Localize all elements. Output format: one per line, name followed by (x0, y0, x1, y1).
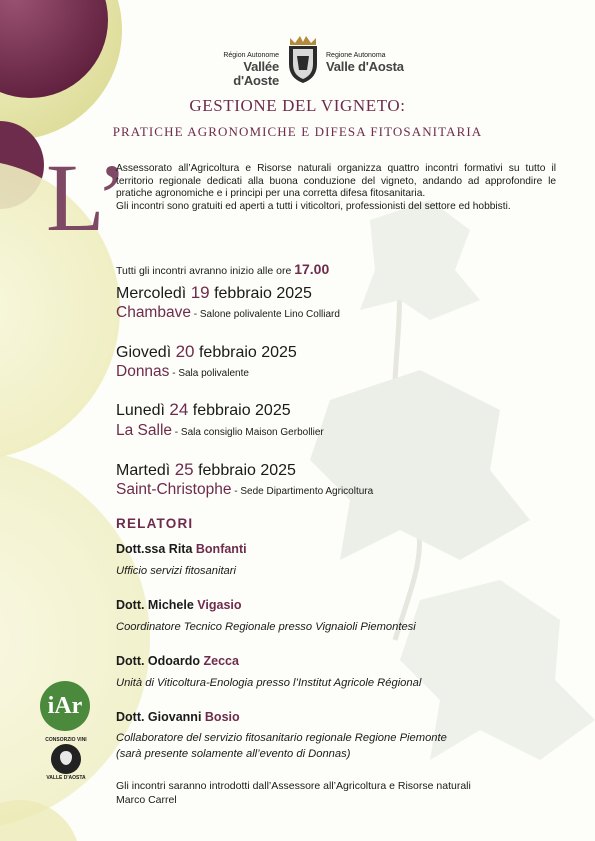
event-town: Saint-Christophe (116, 481, 232, 498)
event-weekday: Mercoledì (116, 285, 187, 302)
speaker-role-note: (sarà presente solamente all’evento di Donnas) (116, 748, 351, 760)
event-day: 20 (175, 342, 195, 361)
event-place (116, 422, 324, 440)
speaker-name (116, 710, 240, 724)
consorzio-seal-icon (51, 744, 81, 774)
start-time-value: 17.00 (294, 261, 330, 277)
speaker-role: Coordinatore Tecnico Regionale presso Vignaioli Piemontesi (116, 621, 416, 633)
consorzio-logo (44, 737, 88, 787)
iar-logo (40, 681, 90, 731)
event-day: 19 (190, 283, 210, 302)
event-place (116, 304, 340, 322)
speaker-name (116, 542, 247, 556)
iar-logo-text: iAr (47, 693, 83, 719)
speaker-role: Ufficio servizi fitosanitari (116, 565, 236, 577)
vine-leaf-top (360, 200, 480, 320)
event-place (116, 481, 373, 499)
event-weekday: Martedì (116, 462, 171, 479)
consorzio-top-text: CONSORZIO VINI (45, 737, 87, 743)
event-month-year: febbraio 2025 (192, 402, 291, 419)
event-date (116, 342, 297, 362)
event-venue: - Sala polivalente (169, 368, 249, 379)
event-date (116, 460, 296, 480)
speaker-first: Dott. Michele (116, 598, 194, 612)
intro-paragraph: Gli incontri sono gratuiti ed aperti a tutti i viticoltori, professionisti del settore ed hobbisti. (116, 200, 511, 212)
grape-icon (60, 751, 72, 765)
speaker-role: Collaboratore del servizio fitosanitario regionale Regione Piemonte (116, 732, 447, 744)
intro-text (116, 163, 556, 213)
start-time-text: Tutti gli incontri avranno inizio alle ore (116, 265, 292, 277)
event-town: Donnas (116, 363, 170, 380)
footer-note (116, 779, 576, 807)
event-month-year: febbraio 2025 (214, 285, 312, 302)
header-left-small: Région Autonome (223, 52, 279, 59)
event-day: 25 (174, 460, 194, 479)
vine-leaf-middle (310, 370, 530, 560)
event-weekday: Giovedì (116, 344, 172, 361)
event-venue: - Sede Dipartimento Agricoltura (231, 486, 374, 497)
consorzio-bottom-text: VALLE D'AOSTA (46, 775, 86, 781)
speaker-first: Dott.ssa Rita (116, 542, 193, 556)
speaker-first: Dott. Giovanni (116, 710, 202, 724)
speaker-first: Dott. Odoardo (116, 654, 201, 668)
intro-paragraph: Assessorato all’Agricoltura e Risorse naturali organizza quattro incontri formativi su tutto il territorio regionale dedicati alla buona conduzione del vigneto, andando ad approfondire le pratiche agronomiche e i principi per una corretta difesa fitosanitaria. (116, 163, 556, 200)
header-right-big: Valle d'Aosta (326, 59, 404, 74)
footer-line: Gli incontri saranno introdotti dall’Assessore all’Agricoltura e Risorse naturali (116, 780, 471, 792)
relatori-heading: RELATORI (116, 516, 194, 531)
event-date (116, 400, 291, 420)
event-month-year: febbraio 2025 (198, 462, 296, 479)
speaker-last: Vigasio (197, 598, 242, 612)
header-left-big: Vallée d'Aoste (233, 59, 279, 88)
event-town: Chambave (116, 304, 191, 321)
speaker-name (116, 598, 242, 612)
event-venue: - Sala consiglio Maison Gerbollier (172, 427, 324, 438)
header-left-text (195, 52, 279, 88)
header-right-small: Regione Autonoma (326, 52, 386, 59)
speaker-last: Zecca (203, 654, 239, 668)
footer-line: Marco Carrel (116, 794, 177, 806)
speaker-name (116, 654, 239, 668)
page-subtitle: PRATICHE AGRONOMICHE E DIFESA FITOSANITARIA (112, 124, 483, 139)
intro-dropcap: L’ (46, 144, 128, 251)
event-date (116, 283, 312, 303)
event-place (116, 363, 249, 381)
start-time-line (116, 261, 329, 277)
page-title: GESTIONE DEL VIGNETO: (189, 96, 406, 115)
speaker-role: Unità di Viticoltura-Enologia presso l’Institut Agricole Régional (116, 677, 422, 689)
header-right-text (326, 52, 416, 74)
grape-light-corner (0, 800, 80, 841)
event-day: 24 (169, 400, 189, 419)
speaker-last: Bosio (204, 710, 240, 724)
coat-of-arms-icon (284, 34, 322, 84)
event-weekday: Lunedì (116, 402, 165, 419)
speaker-last: Bonfanti (195, 542, 247, 556)
event-town: La Salle (116, 422, 173, 439)
event-month-year: febbraio 2025 (198, 344, 297, 361)
event-venue: - Salone polivalente Lino Colliard (190, 309, 340, 320)
